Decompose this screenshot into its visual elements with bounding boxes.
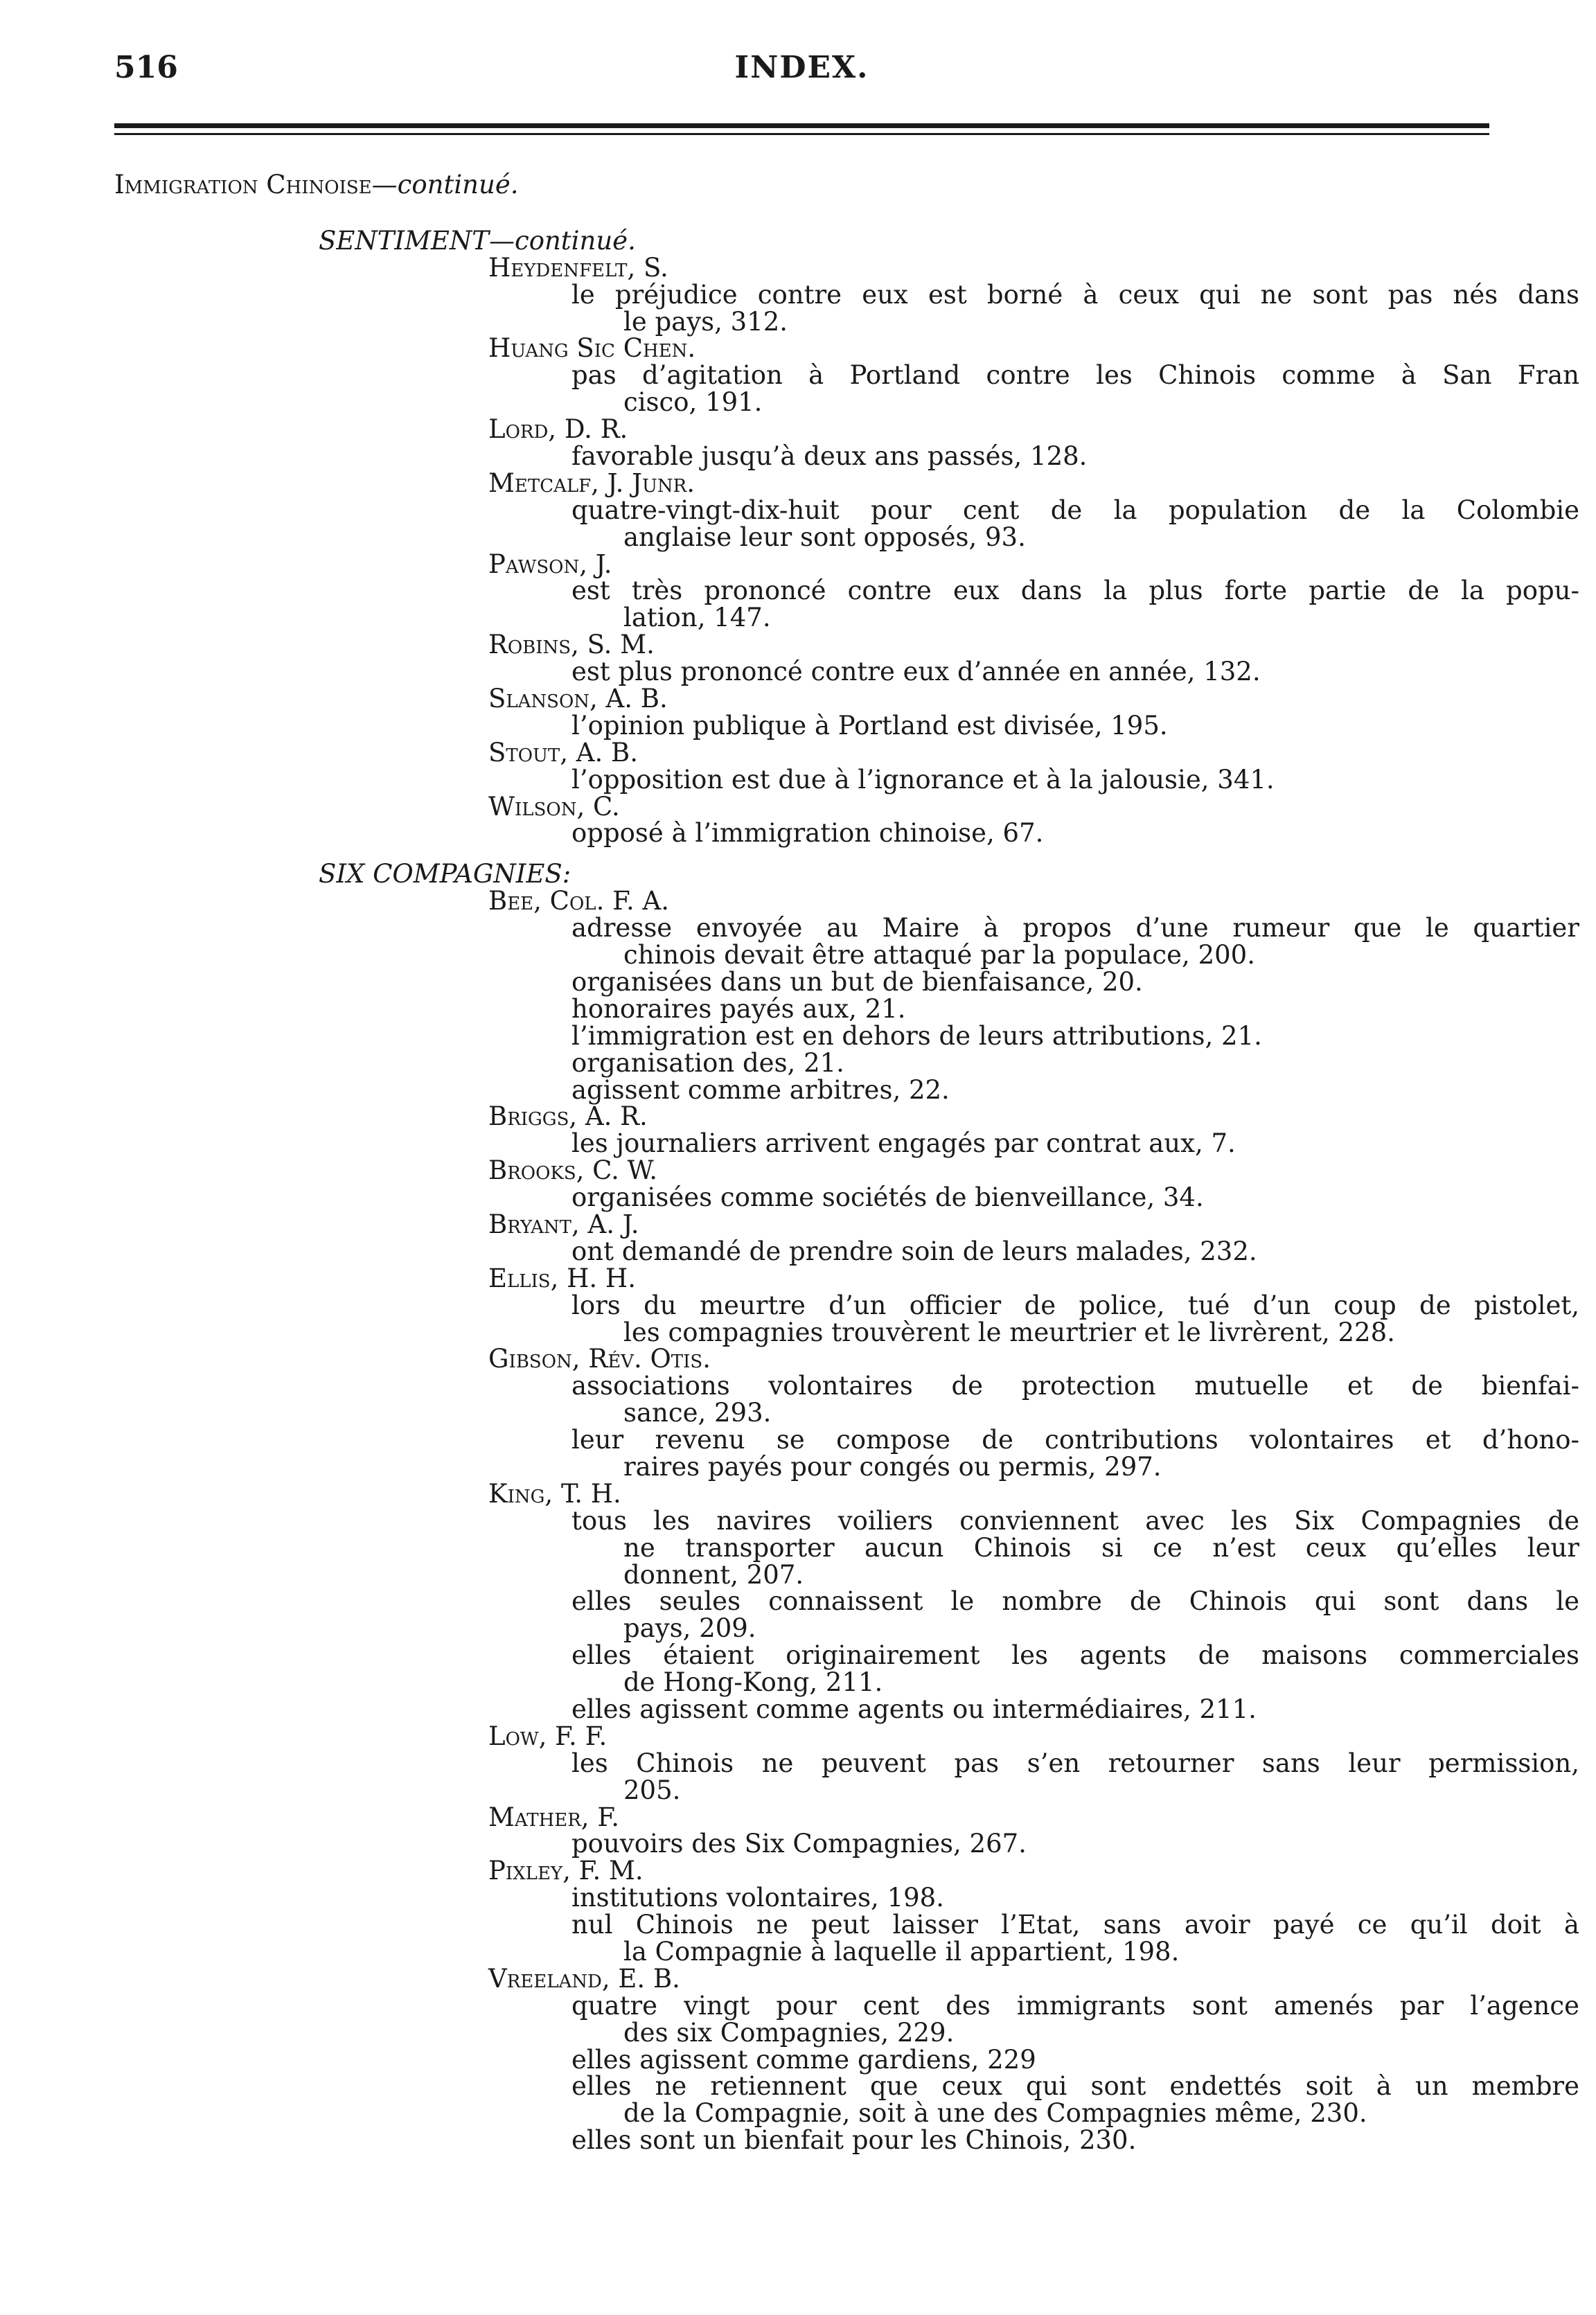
index-entry: leur revenu se compose de contributions volontaires et d’hono- bbox=[571, 1425, 1579, 1455]
index-entry-continuation: les compagnies trouvèrent le meurtrier et le livrèrent, 228. bbox=[623, 1317, 1395, 1347]
index-entry: lors du meurtre d’un officier de police, tué d’un coup de pistolet, bbox=[571, 1290, 1579, 1320]
index-entry: favorable jusqu’à deux ans passés, 128. bbox=[571, 441, 1088, 472]
witness-name: Bee, Col. F. A. bbox=[488, 886, 669, 916]
index-entry: quatre vingt pour cent des immigrants sont amenés par l’agence bbox=[571, 1990, 1579, 2021]
index-entry: elles ne retiennent que ceux qui sont endettés soit à un membre bbox=[571, 2071, 1579, 2102]
index-entry: le préjudice contre eux est borné à ceux qui ne sont pas nés dans bbox=[571, 279, 1579, 310]
index-entry-continuation: la Compagnie à laquelle il appartient, 198. bbox=[623, 1937, 1180, 1967]
witness-name: Ellis, H. H. bbox=[488, 1263, 636, 1293]
witness-name: Wilson, C. bbox=[488, 791, 620, 822]
witness-name: Brooks, C. W. bbox=[488, 1155, 657, 1186]
witness-name: Gibson, Rév. Otis. bbox=[488, 1344, 711, 1374]
index-entry: organisées dans un but de bienfaisance, 20. bbox=[571, 966, 1143, 997]
section-suffix: —continué. bbox=[488, 225, 636, 256]
index-entry: est très prononcé contre eux dans la plus forte partie de la popu- bbox=[571, 576, 1579, 606]
witness-name: Pawson, J. bbox=[488, 549, 612, 579]
index-entry: elles agissent comme gardiens, 229 bbox=[571, 2044, 1036, 2075]
index-entry: honoraires payés aux, 21. bbox=[571, 993, 906, 1024]
header-rule-thin bbox=[114, 133, 1489, 135]
index-entry: associations volontaires de protection mutuelle et de bienfai- bbox=[571, 1371, 1579, 1401]
witness-name: Robins, S. M. bbox=[488, 630, 655, 660]
index-entry-continuation: pays, 209. bbox=[623, 1613, 756, 1644]
index-entry-continuation: lation, 147. bbox=[623, 603, 771, 633]
main-heading-title: Immigration Chinoise bbox=[114, 170, 372, 199]
index-entry: opposé à l’immigration chinoise, 67. bbox=[571, 818, 1044, 849]
index-entry-continuation: cisco, 191. bbox=[623, 387, 763, 418]
index-entry: l’immigration est en dehors de leurs attributions, 21. bbox=[571, 1020, 1262, 1051]
section-title: SENTIMENT bbox=[319, 225, 489, 256]
index-entry: tous les navires voiliers conviennent avec les Six Compagnies de bbox=[571, 1505, 1579, 1536]
index-entry: adresse envoyée au Maire à propos d’une rumeur que le quartier bbox=[571, 913, 1579, 943]
index-entry: pas d’agitation à Portland contre les Chinois comme à San Fran bbox=[571, 360, 1579, 391]
witness-name: Stout, A. B. bbox=[488, 737, 638, 768]
section-heading bbox=[114, 861, 1489, 888]
witness-name: Mather, F. bbox=[488, 1802, 620, 1832]
index-entry: pouvoirs des Six Compagnies, 267. bbox=[571, 1829, 1027, 1859]
witness-name: Low, F. F. bbox=[488, 1721, 608, 1751]
witness-name: Huang Sic Chen. bbox=[488, 333, 696, 364]
index-entry: l’opposition est due à l’ignorance et à la jalousie, 341. bbox=[571, 764, 1275, 795]
index-entry-continuation: donnent, 207. bbox=[623, 1559, 804, 1590]
main-heading-suffix: —continué. bbox=[371, 170, 519, 199]
witness-name: Metcalf, J. Junr. bbox=[488, 468, 695, 498]
witness-name: Briggs, A. R. bbox=[488, 1101, 648, 1132]
index-entry-continuation: sance, 293. bbox=[623, 1398, 772, 1428]
index-entry: nul Chinois ne peut laisser l’Etat, sans avoir payé ce qu’il doit à bbox=[571, 1910, 1579, 1940]
index-entry: l’opinion publique à Portland est divisée, 195. bbox=[571, 710, 1168, 740]
main-heading bbox=[114, 172, 1489, 199]
index-entry: quatre-vingt-dix-huit pour cent de la population de la Colombie bbox=[571, 495, 1579, 525]
index-entry: institutions volontaires, 198. bbox=[571, 1883, 944, 1913]
index-entry-continuation: de Hong-Kong, 211. bbox=[623, 1667, 883, 1698]
page-header bbox=[114, 50, 1489, 91]
index-entry-continuation: de la Compagnie, soit à une des Compagnies même, 230. bbox=[623, 2098, 1367, 2129]
index-entry: elles agissent comme agents ou intermédiaires, 211. bbox=[571, 1694, 1257, 1724]
index-content bbox=[114, 170, 1579, 2156]
index-entry: les Chinois ne peuvent pas s’en retourner sans leur permission, bbox=[571, 1748, 1579, 1778]
witness-name: Heydenfelt, S. bbox=[488, 252, 668, 283]
index-entry: organisation des, 21. bbox=[571, 1047, 844, 1078]
witness-name: Vreeland, E. B. bbox=[488, 1963, 680, 1994]
index-entry: organisées comme sociétés de bienveillance, 34. bbox=[571, 1182, 1204, 1213]
witness-name: Bryant, A. J. bbox=[488, 1209, 639, 1239]
index-entry-continuation: ne transporter aucun Chinois si ce n’est ceux qu’elles leur bbox=[623, 1532, 1579, 1563]
witness-name: King, T. H. bbox=[488, 1478, 621, 1509]
index-entry: agissent comme arbitres, 22. bbox=[571, 1074, 950, 1105]
index-entry: elles seules connaissent le nombre de Chinois qui sont dans le bbox=[571, 1586, 1579, 1617]
index-entry-continuation: le pays, 312. bbox=[623, 306, 788, 337]
section-title: SIX COMPAGNIES: bbox=[319, 859, 571, 889]
index-entry: est plus prononcé contre eux d’année en année, 132. bbox=[571, 657, 1261, 687]
section-heading bbox=[114, 225, 1489, 256]
running-title: INDEX. bbox=[734, 50, 869, 85]
witness-name: Pixley, F. M. bbox=[488, 1856, 644, 1886]
index-entry: ont demandé de prendre soin de leurs malades, 232. bbox=[571, 1236, 1257, 1266]
witness-name: Lord, D. R. bbox=[488, 414, 628, 445]
index-entry-continuation: des six Compagnies, 229. bbox=[623, 2017, 955, 2048]
index-entry-continuation: 205. bbox=[623, 1775, 681, 1805]
page-number: 516 bbox=[114, 50, 178, 85]
index-entry: les journaliers arrivent engagés par contrat aux, 7. bbox=[571, 1128, 1236, 1159]
index-entry: elles sont un bienfait pour les Chinois, 230. bbox=[571, 2125, 1137, 2156]
header-rule-thick bbox=[114, 123, 1489, 128]
index-entry: elles étaient originairement les agents de maisons commerciales bbox=[571, 1640, 1579, 1671]
witness-name: Slanson, A. B. bbox=[488, 684, 668, 714]
index-entry-continuation: anglaise leur sont opposés, 93. bbox=[623, 522, 1026, 552]
index-entry-continuation: raires payés pour congés ou permis, 297. bbox=[623, 1451, 1162, 1482]
index-entry-continuation: chinois devait être attaqué par la populace, 200. bbox=[623, 940, 1255, 970]
